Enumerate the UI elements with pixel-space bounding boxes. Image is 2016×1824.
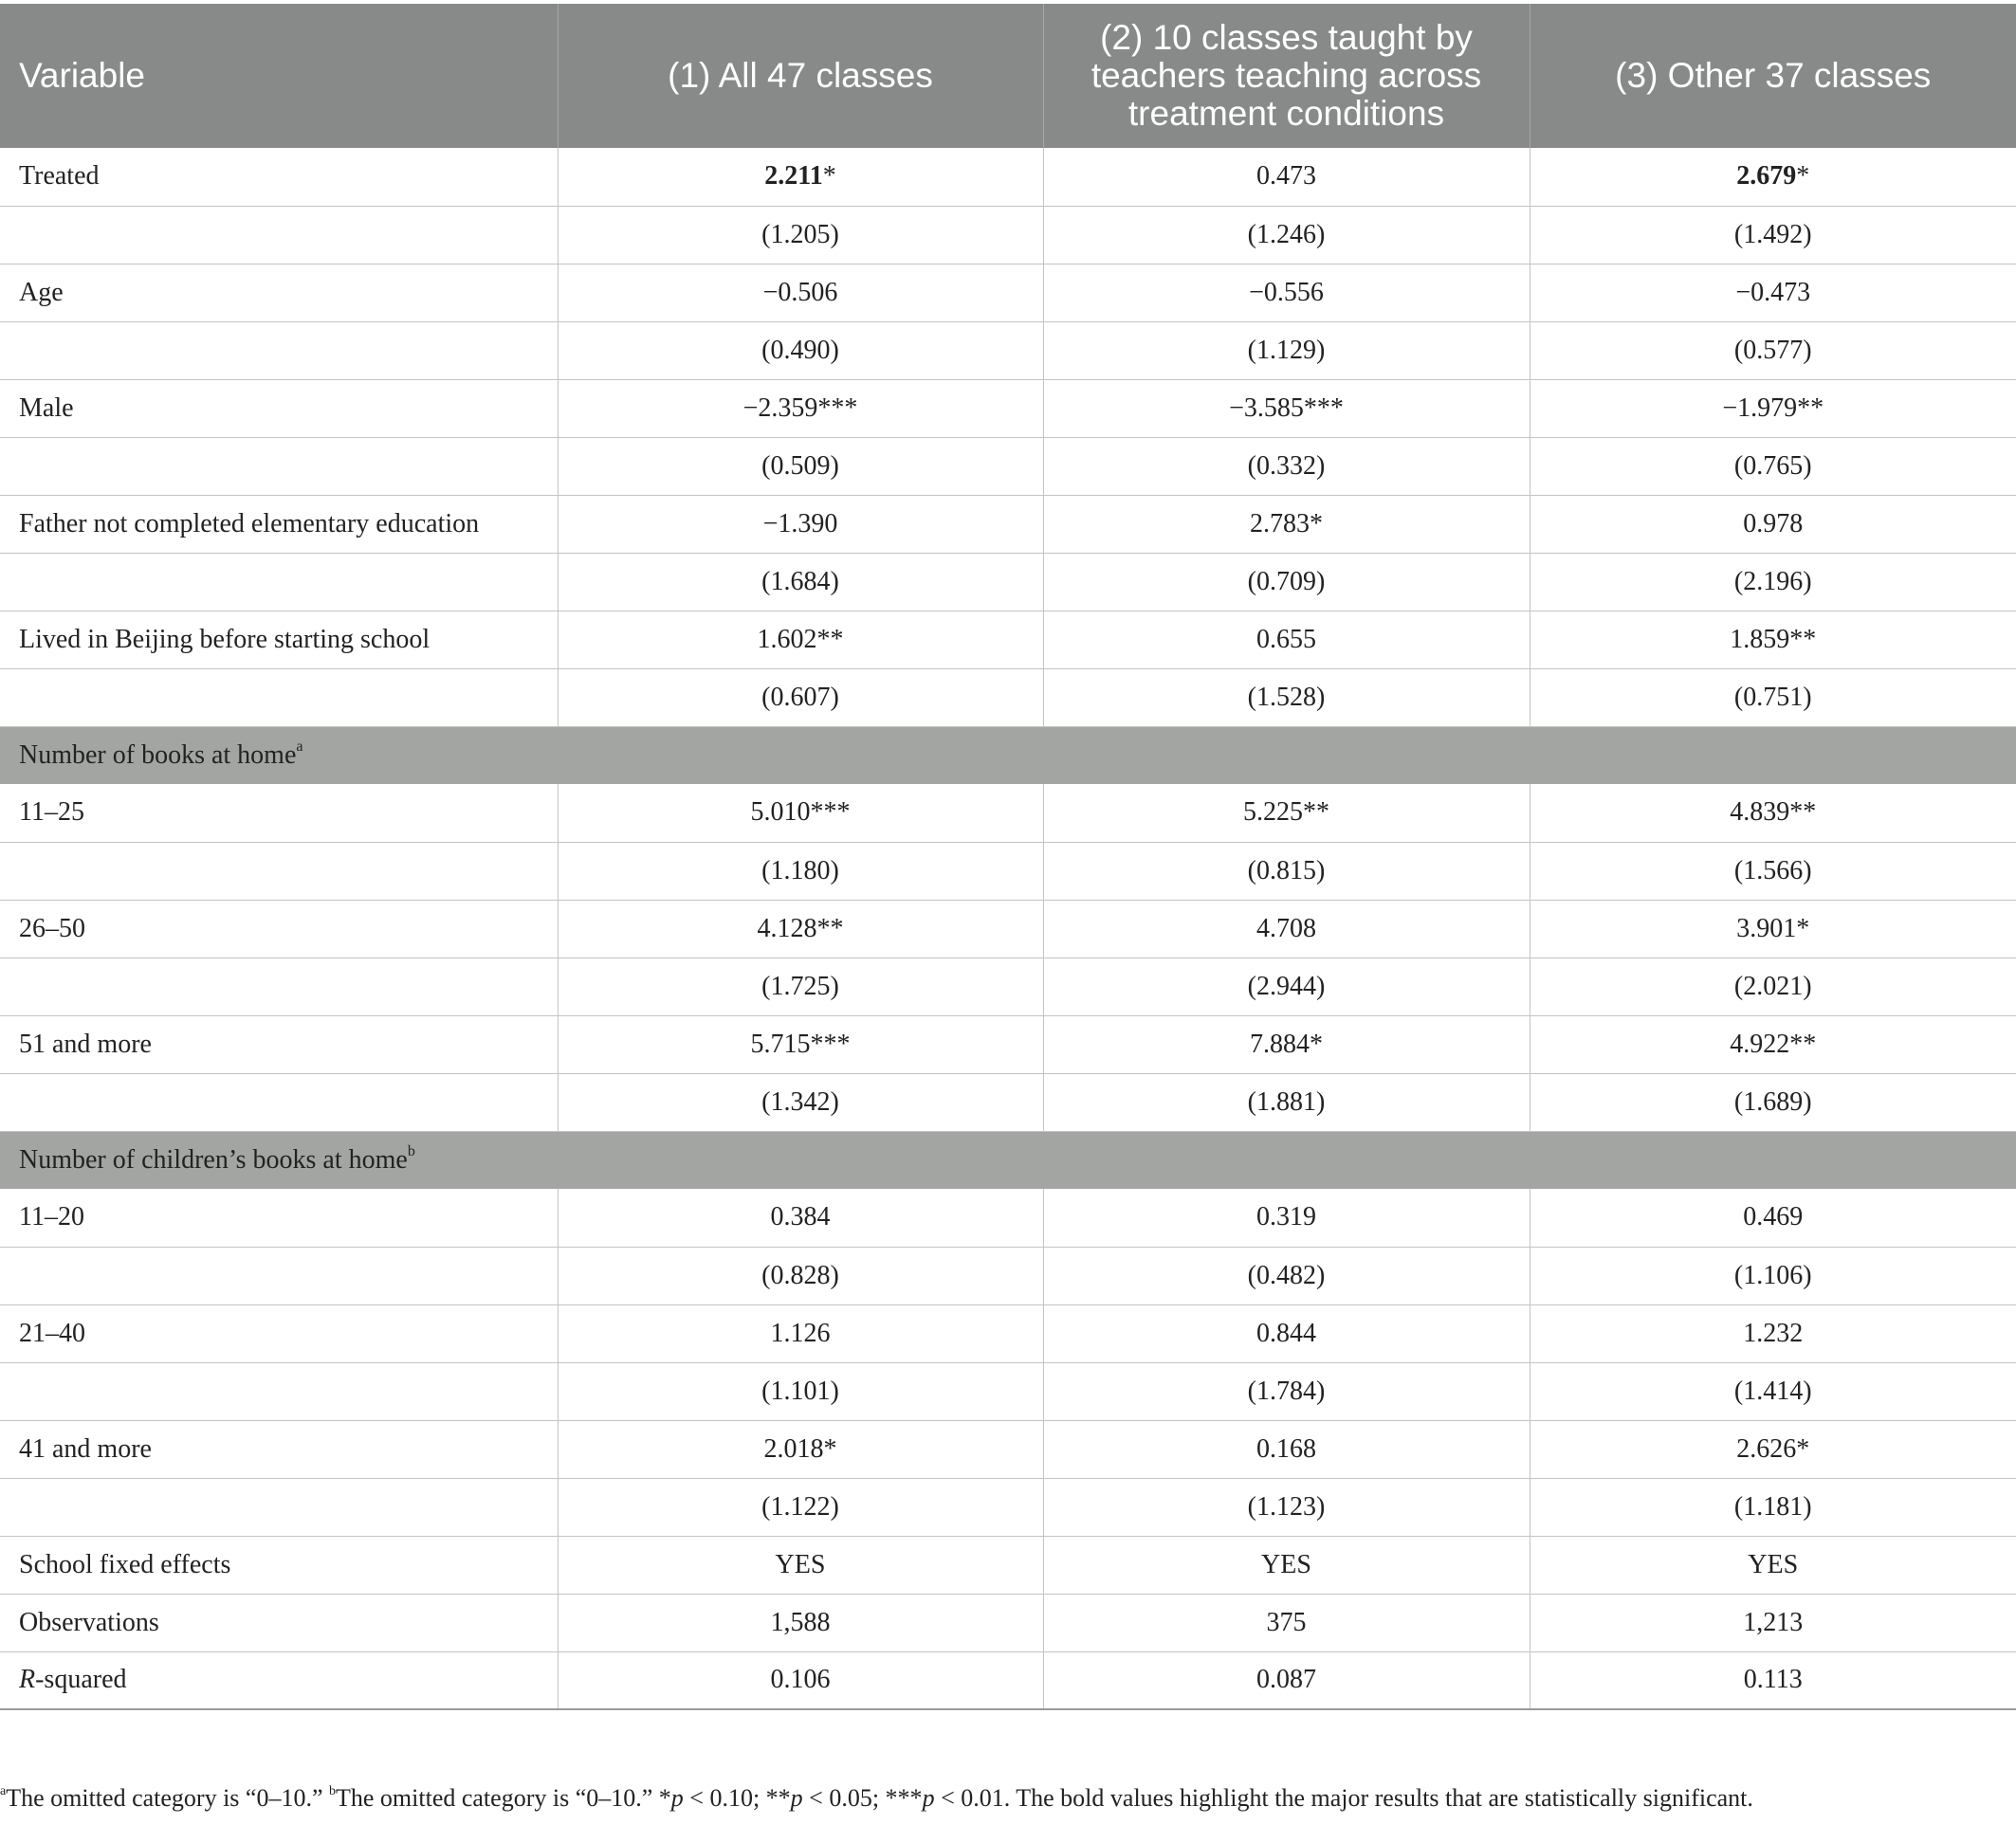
table-row — [0, 611, 2016, 668]
row-label — [0, 553, 558, 611]
table-row — [0, 495, 2016, 553]
cell-value: (2.021) — [1530, 958, 2016, 1015]
table-row — [0, 437, 2016, 495]
row-label: R-squared — [0, 1651, 558, 1709]
cell-value: 1.859** — [1530, 611, 2016, 668]
cell-value: (1.492) — [1530, 206, 2016, 264]
cell-value: 7.884* — [1043, 1015, 1530, 1073]
table-row — [0, 1189, 2016, 1247]
cell-value: 0.106 — [558, 1651, 1043, 1709]
cell-value: 0.469 — [1530, 1189, 2016, 1247]
cell-value: (1.123) — [1043, 1478, 1530, 1536]
header-row — [0, 4, 2016, 148]
row-label: Father not completed elementary education — [0, 495, 558, 553]
cell-value: 0.473 — [1043, 148, 1530, 206]
row-label — [0, 1478, 558, 1536]
table-row — [0, 321, 2016, 379]
cell-value: (0.509) — [558, 437, 1043, 495]
cell-value: 2.679* — [1530, 148, 2016, 206]
cell-value: 0.978 — [1530, 495, 2016, 553]
cell-value: (1.784) — [1043, 1362, 1530, 1420]
cell-value: 1,213 — [1530, 1594, 2016, 1651]
table-row — [0, 1073, 2016, 1131]
cell-value: 4.839** — [1530, 784, 2016, 842]
section-row-childrens-books — [0, 1131, 2016, 1189]
table-row — [0, 784, 2016, 842]
table-row — [0, 1247, 2016, 1304]
table-row — [0, 148, 2016, 206]
cell-value: 4.708 — [1043, 900, 1530, 958]
cell-value: 5.225** — [1043, 784, 1530, 842]
cell-value: (1.122) — [558, 1478, 1043, 1536]
cell-value: (1.566) — [1530, 842, 2016, 900]
header-cross-teachers: (2) 10 classes taught by teachers teaching across treatment conditions — [1043, 4, 1530, 148]
table-row — [0, 900, 2016, 958]
cell-value: (0.482) — [1043, 1247, 1530, 1304]
cell-value: −1.979** — [1530, 379, 2016, 437]
table-row — [0, 379, 2016, 437]
row-label: 11–25 — [0, 784, 558, 842]
cell-value: 1.602** — [558, 611, 1043, 668]
cell-value: (1.725) — [558, 958, 1043, 1015]
table-row — [0, 958, 2016, 1015]
cell-value: −0.473 — [1530, 264, 2016, 321]
cell-value: (1.180) — [558, 842, 1043, 900]
cell-value: (0.751) — [1530, 668, 2016, 726]
cell-value: 2.626* — [1530, 1420, 2016, 1478]
cell-value: 2.783* — [1043, 495, 1530, 553]
table-row — [0, 1594, 2016, 1651]
cell-value: YES — [558, 1536, 1043, 1594]
header-variable: Variable — [0, 4, 558, 148]
cell-value: −3.585*** — [1043, 379, 1530, 437]
cell-value: (0.490) — [558, 321, 1043, 379]
table-row — [0, 553, 2016, 611]
cell-value: (1.881) — [1043, 1073, 1530, 1131]
cell-value: 4.128** — [558, 900, 1043, 958]
table-row — [0, 1478, 2016, 1536]
cell-value: (0.765) — [1530, 437, 2016, 495]
row-label: 41 and more — [0, 1420, 558, 1478]
cell-value: −1.390 — [558, 495, 1043, 553]
section-row-books — [0, 726, 2016, 784]
table-row — [0, 1362, 2016, 1420]
cell-value: (1.342) — [558, 1073, 1043, 1131]
header-all-classes: (1) All 47 classes — [558, 4, 1043, 148]
cell-value: (0.828) — [558, 1247, 1043, 1304]
cell-value: (2.196) — [1530, 553, 2016, 611]
regression-table — [0, 4, 2016, 1710]
cell-value: 5.010*** — [558, 784, 1043, 842]
cell-value: −0.556 — [1043, 264, 1530, 321]
header-other-classes: (3) Other 37 classes — [1530, 4, 2016, 148]
table-footnote: $^a$The omitted category is “0–10.” $^b$The omitted category is “0–10.” *p < 0.10; **p < 0.05; ***p < 0.01. The bold values highlight the major results that are statistically significant. — [0, 1784, 1753, 1812]
row-label — [0, 206, 558, 264]
row-label — [0, 437, 558, 495]
cell-value: −0.506 — [558, 264, 1043, 321]
cell-value: 0.844 — [1043, 1304, 1530, 1362]
row-label: Age — [0, 264, 558, 321]
cell-value: 0.168 — [1043, 1420, 1530, 1478]
cell-value: (1.684) — [558, 553, 1043, 611]
table-row — [0, 668, 2016, 726]
section-label: Number of books at home$^a$ — [0, 726, 2016, 784]
cell-value: (0.815) — [1043, 842, 1530, 900]
cell-value: (1.205) — [558, 206, 1043, 264]
cell-value: YES — [1530, 1536, 2016, 1594]
cell-value: (0.577) — [1530, 321, 2016, 379]
row-label: 11–20 — [0, 1189, 558, 1247]
table-row — [0, 1015, 2016, 1073]
cell-value: (1.101) — [558, 1362, 1043, 1420]
row-label: Observations — [0, 1594, 558, 1651]
cell-value: (1.689) — [1530, 1073, 2016, 1131]
cell-value: 0.087 — [1043, 1651, 1530, 1709]
cell-value: 0.113 — [1530, 1651, 2016, 1709]
cell-value: 2.211* — [558, 148, 1043, 206]
cell-value: 1.232 — [1530, 1304, 2016, 1362]
cell-value: (1.246) — [1043, 206, 1530, 264]
row-label — [0, 321, 558, 379]
table-row — [0, 264, 2016, 321]
cell-value: 3.901* — [1530, 900, 2016, 958]
row-label — [0, 958, 558, 1015]
cell-value: 0.384 — [558, 1189, 1043, 1247]
cell-value: 1,588 — [558, 1594, 1043, 1651]
row-label — [0, 668, 558, 726]
row-label: 51 and more — [0, 1015, 558, 1073]
row-label: Male — [0, 379, 558, 437]
cell-value: (1.106) — [1530, 1247, 2016, 1304]
table-row — [0, 1536, 2016, 1594]
cell-value: 0.655 — [1043, 611, 1530, 668]
row-label: Lived in Beijing before starting school — [0, 611, 558, 668]
row-label — [0, 1247, 558, 1304]
table-row — [0, 1304, 2016, 1362]
cell-value: (0.709) — [1043, 553, 1530, 611]
cell-value: (1.528) — [1043, 668, 1530, 726]
cell-value: (1.129) — [1043, 321, 1530, 379]
cell-value: 4.922** — [1530, 1015, 2016, 1073]
row-label: 21–40 — [0, 1304, 558, 1362]
row-label: 26–50 — [0, 900, 558, 958]
section-label: Number of children’s books at home$^b$ — [0, 1131, 2016, 1189]
cell-value: YES — [1043, 1536, 1530, 1594]
row-label: School fixed effects — [0, 1536, 558, 1594]
cell-value: (1.181) — [1530, 1478, 2016, 1536]
row-label — [0, 842, 558, 900]
row-label — [0, 1362, 558, 1420]
cell-value: 0.319 — [1043, 1189, 1530, 1247]
table-row — [0, 206, 2016, 264]
cell-value: 2.018* — [558, 1420, 1043, 1478]
table-row — [0, 1420, 2016, 1478]
cell-value: 5.715*** — [558, 1015, 1043, 1073]
cell-value: 1.126 — [558, 1304, 1043, 1362]
cell-value: (2.944) — [1043, 958, 1530, 1015]
cell-value: (1.414) — [1530, 1362, 2016, 1420]
row-label — [0, 1073, 558, 1131]
cell-value: 375 — [1043, 1594, 1530, 1651]
table-row — [0, 1651, 2016, 1709]
cell-value: −2.359*** — [558, 379, 1043, 437]
table-row — [0, 842, 2016, 900]
cell-value: (0.607) — [558, 668, 1043, 726]
row-label: Treated — [0, 148, 558, 206]
cell-value: (0.332) — [1043, 437, 1530, 495]
